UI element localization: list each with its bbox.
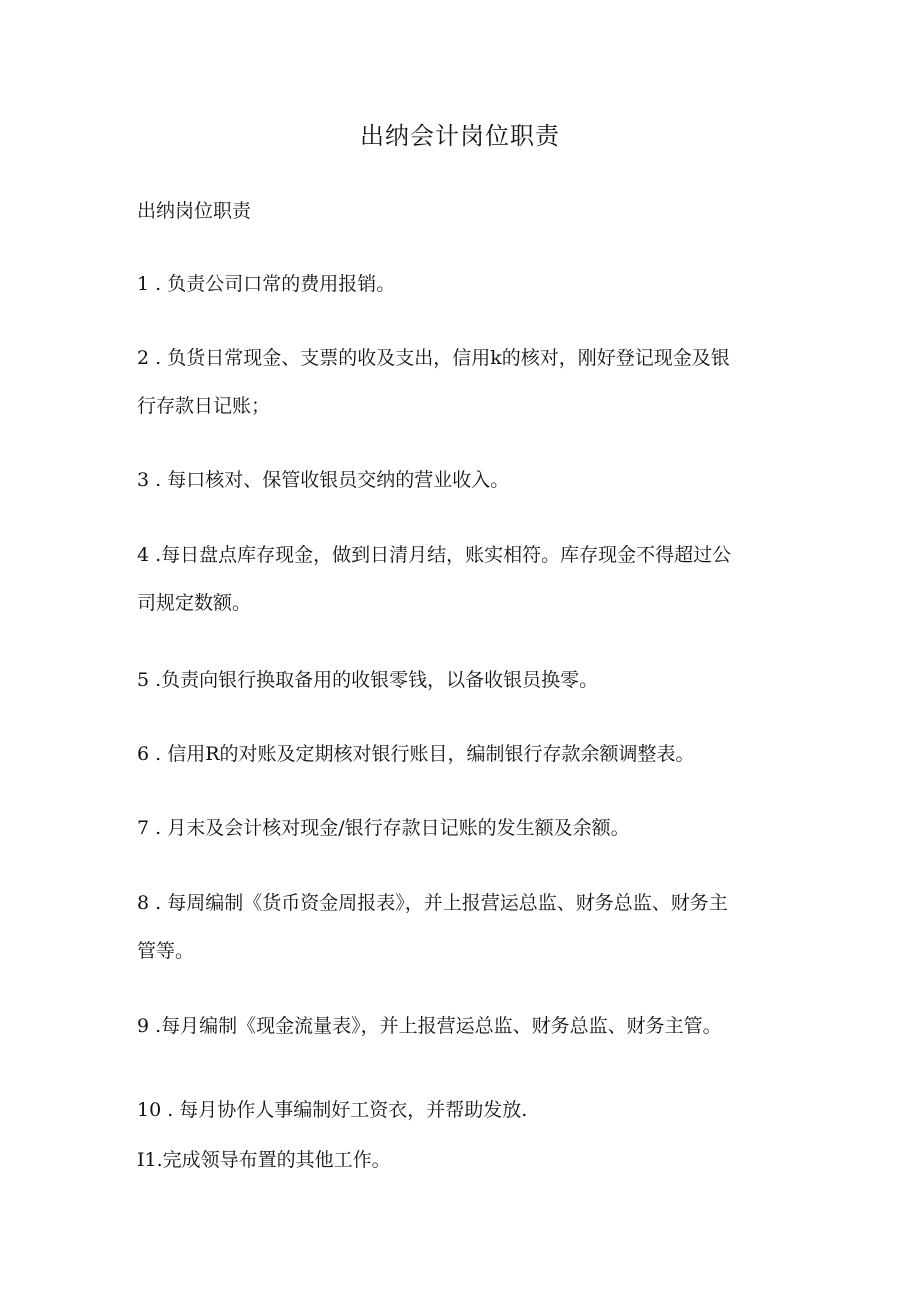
duty-item-8: [137, 879, 787, 975]
duty-item-3: [137, 456, 787, 504]
duty-item-text: 2 . 负货日常现金、支票的收及支出，信用k的核对，刚好登记现金及银: [137, 347, 730, 369]
duty-item-10: [137, 1086, 787, 1134]
duty-item-text: 10 . 每月协作人事编制好工资衣，并帮助发放.: [137, 1099, 528, 1121]
duty-item-9: [137, 1002, 787, 1050]
duty-item-4: [137, 531, 787, 627]
duty-item-6: [137, 730, 787, 778]
duty-item-5: [137, 656, 787, 704]
duty-item-text: 6 . 信用R的对账及定期核对银行账目，编制银行存款余额调整表。: [137, 743, 695, 765]
duty-item-1: [137, 260, 787, 308]
duty-item-text: 8 . 每周编制《货币资金周报表》，并上报营运总监、财务总监、财务主: [137, 892, 728, 914]
duty-item-text: 9 .每月编制《现金流量表》，并上报营运总监、财务总监、财务主管。: [137, 1015, 722, 1037]
duty-item-2: [137, 334, 787, 430]
duty-item-text: 5 .负责向银行换取备用的收银零钱，以备收银员换零。: [137, 669, 599, 691]
duty-item-text: 7 . 月末及会计核对现金/银行存款日记账的发生额及余额。: [137, 817, 630, 839]
duty-item-text-continued: 司规定数额。: [137, 592, 252, 614]
duty-item-11: [137, 1136, 787, 1184]
page-title: 出纳会计岗位职责: [360, 122, 560, 150]
duty-item-text: 3 . 每口核对、保管收银员交纳的营业收入。: [137, 469, 510, 491]
duty-item-text: I1.完成领导布置的其他工作。: [137, 1149, 391, 1171]
duty-item-text: 1 . 负责公司口常的费用报销。: [137, 273, 396, 295]
duty-item-7: [137, 804, 787, 852]
section-heading: 出纳岗位职责: [137, 200, 252, 222]
duty-item-text: 4 .每日盘点库存现金，做到日清月结，账实相符。库存现金不得超过公: [137, 544, 732, 566]
duty-item-text-continued: 行存款日记账；: [137, 395, 271, 417]
duty-item-text-continued: 管等。: [137, 940, 195, 962]
